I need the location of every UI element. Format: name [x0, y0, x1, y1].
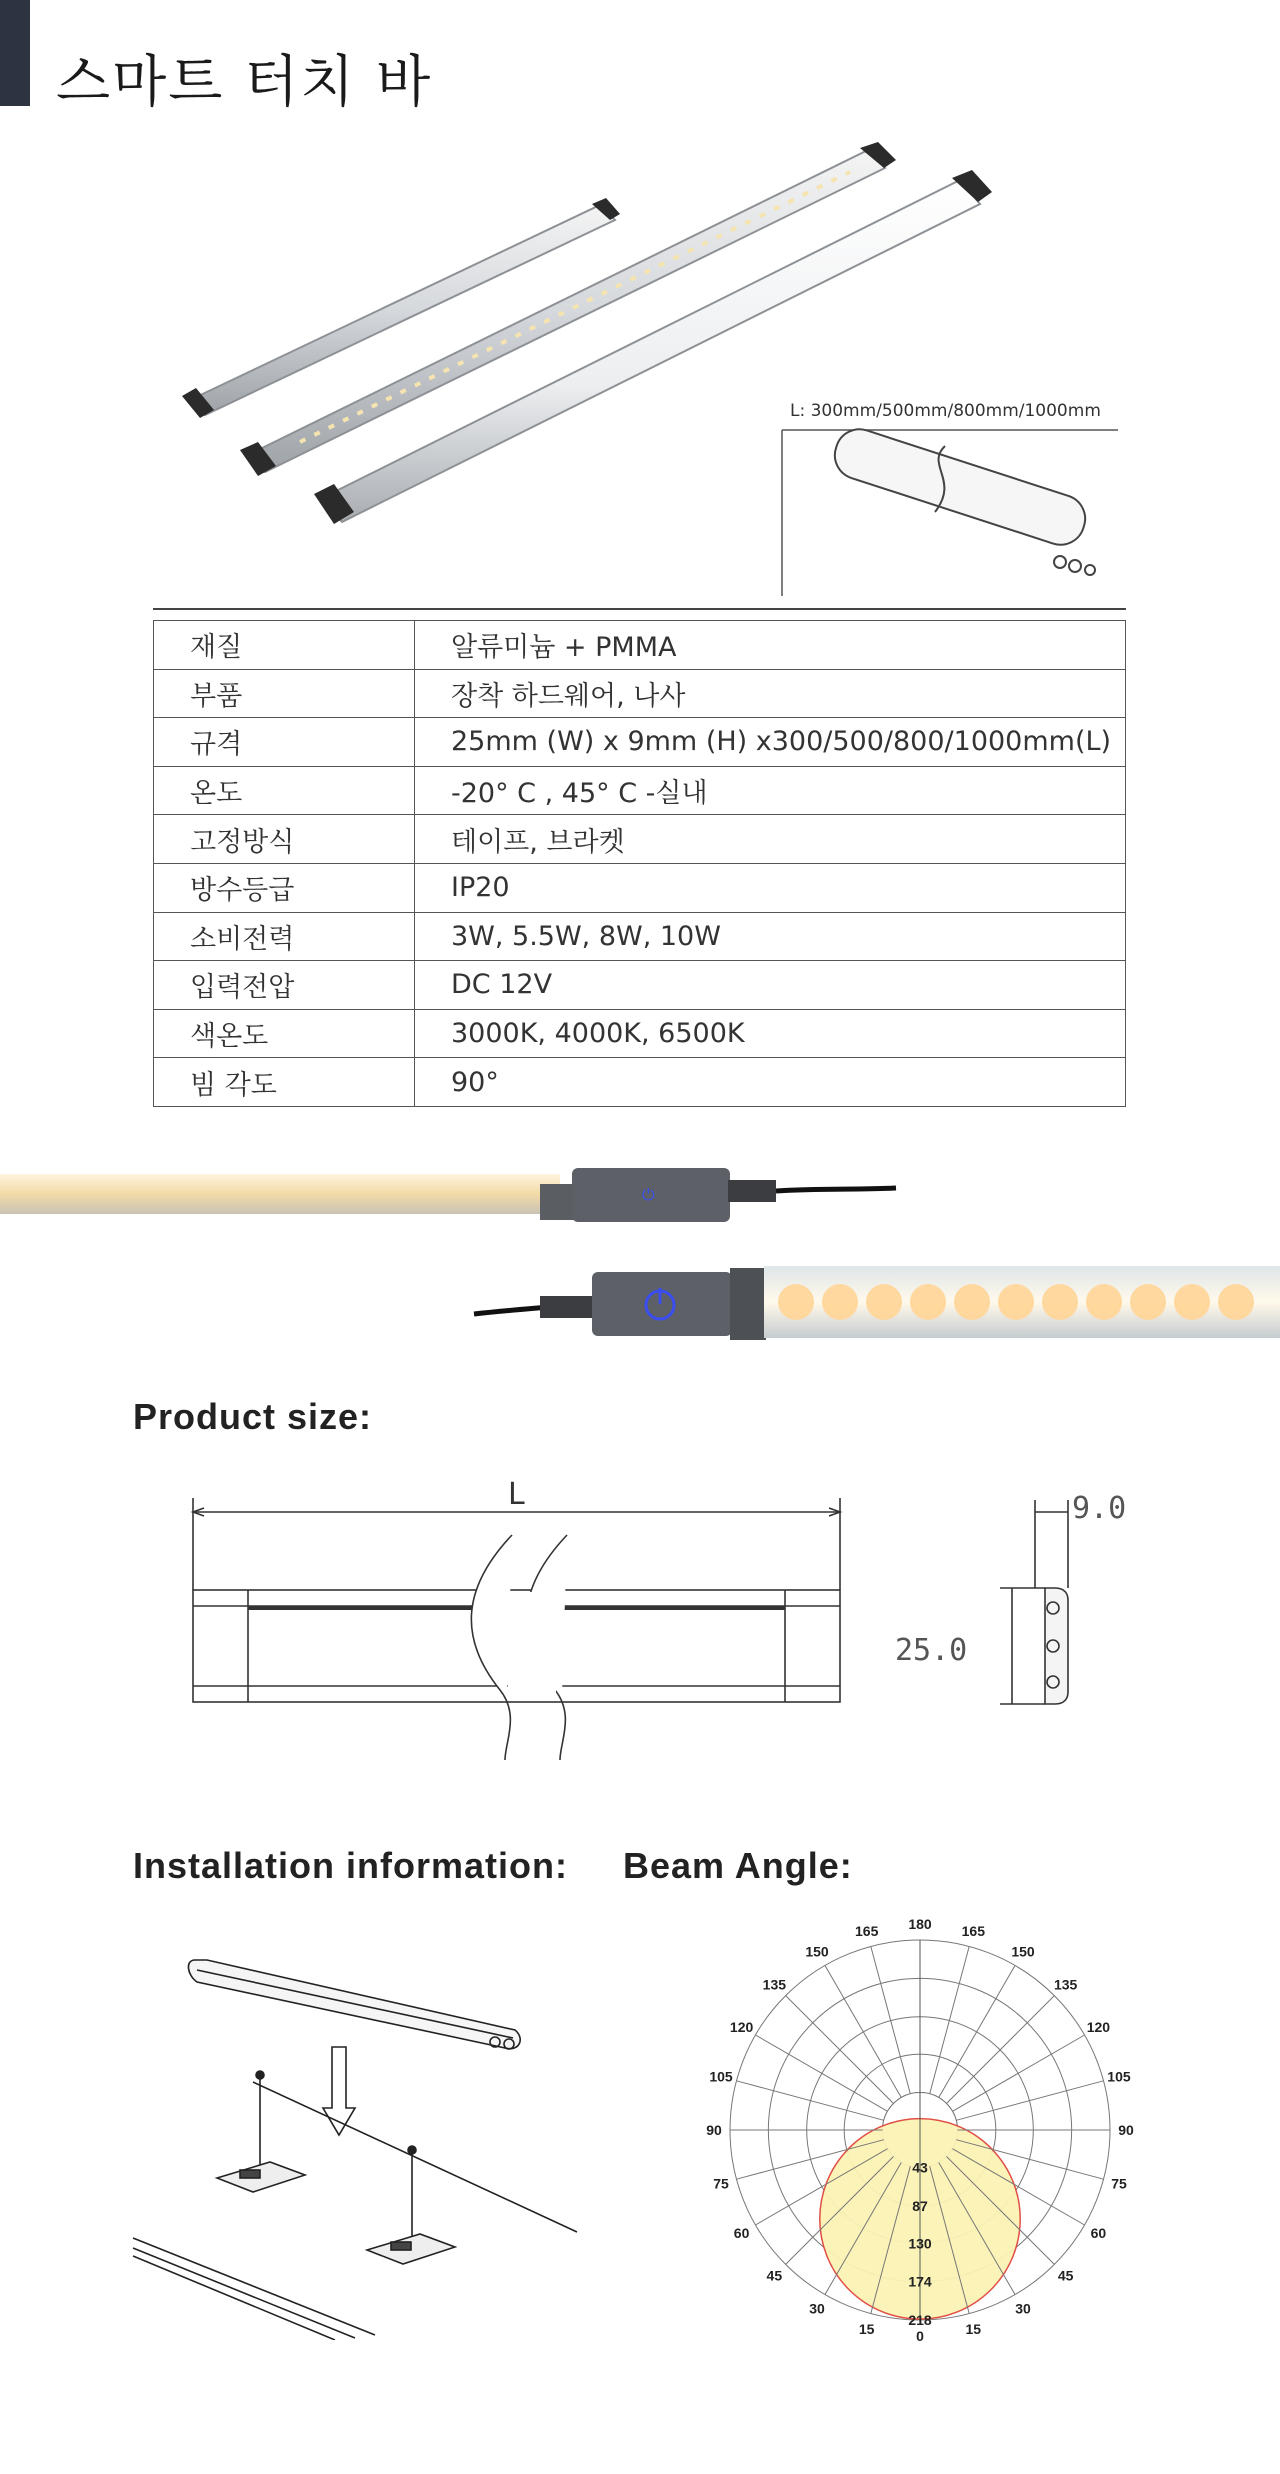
power-icon: ⏻ [642, 1185, 655, 1204]
angle-label: 105 [1107, 2068, 1131, 2085]
angle-label: 135 [1053, 1976, 1078, 1993]
beam-angle-chart [690, 1900, 1150, 2360]
angle-spoke [736, 2081, 883, 2120]
led-strip-upper [0, 1168, 896, 1222]
spec-value: DC 12V [415, 961, 1126, 1010]
angle-spoke [871, 1946, 910, 2093]
radial-label: 130 [908, 2235, 932, 2252]
dimension-inset [782, 401, 1118, 596]
spec-key: 색온도 [154, 1009, 415, 1058]
angle-label: 120 [1086, 2019, 1111, 2035]
angle-label: 60 [1090, 2225, 1107, 2241]
light-bar-medium [240, 142, 896, 476]
touch-sensor-photo [0, 1150, 1280, 1360]
product-hero-image [0, 120, 1280, 600]
angle-spoke [956, 2081, 1103, 2120]
spec-value: 3000K, 4000K, 6500K [415, 1009, 1126, 1058]
installation-heading: Installation information: [133, 1845, 568, 1886]
spec-key: 온도 [154, 766, 415, 815]
radial-label: 174 [908, 2273, 932, 2290]
angle-label: 0 [916, 2328, 924, 2344]
product-size-heading: Product size: [133, 1396, 373, 1437]
angle-label: 60 [733, 2225, 750, 2241]
angle-label: 75 [713, 2175, 729, 2192]
spec-key: 고정방식 [154, 815, 415, 864]
spec-key: 규격 [154, 718, 415, 767]
radial-label: 218 [908, 2312, 932, 2328]
spec-key: 부품 [154, 669, 415, 718]
page-title: 스마트 터치 바 [56, 50, 433, 115]
spec-key: 소비전력 [154, 912, 415, 961]
spec-value: 장착 하드웨어, 나사 [415, 669, 1126, 718]
table-row [154, 961, 1126, 1010]
table-row [154, 912, 1126, 961]
angle-label: 120 [729, 2019, 754, 2035]
angle-spoke [930, 1946, 969, 2093]
table-row [154, 621, 1126, 670]
table-row [154, 1058, 1126, 1107]
spec-key: 방수등급 [154, 863, 415, 912]
spec-key: 입력전압 [154, 961, 415, 1010]
spec-value: -20° C , 45° C -실내 [415, 766, 1126, 815]
angle-label: 75 [1111, 2175, 1127, 2192]
spec-value: 알류미늄 + PMMA [415, 621, 1126, 670]
spec-value: 3W, 5.5W, 8W, 10W [415, 912, 1126, 961]
spec-value: 25mm (W) x 9mm (H) x300/500/800/1000mm(L) [415, 718, 1126, 767]
title-accent-bar [0, 0, 30, 106]
angle-label: 180 [908, 1916, 932, 1932]
angle-label: 45 [1057, 2267, 1074, 2284]
width-dimension: 25.0 [895, 1633, 968, 1668]
angle-spoke [939, 1965, 1015, 2097]
angle-label: 150 [1011, 1943, 1035, 1960]
height-dimension: 9.0 [1072, 1491, 1127, 1526]
installation-drawing [125, 1930, 585, 2340]
angle-label: 105 [709, 2068, 733, 2085]
spec-key: 빔 각도 [154, 1058, 415, 1107]
angle-label: 90 [706, 2122, 722, 2138]
angle-label: 135 [762, 1976, 787, 1993]
beam-angle-heading: Beam Angle: [623, 1845, 853, 1886]
radial-label: 43 [912, 2159, 928, 2176]
table-row [154, 863, 1126, 912]
angle-spoke [825, 1965, 901, 2097]
angle-spoke [952, 2035, 1084, 2111]
angle-label: 15 [965, 2320, 982, 2337]
angle-spoke [947, 1996, 1055, 2104]
spec-table [153, 620, 1126, 1107]
angle-label: 30 [1015, 2300, 1031, 2317]
spec-value: IP20 [415, 863, 1126, 912]
angle-label: 165 [855, 1923, 879, 1940]
angle-label: 15 [858, 2320, 875, 2337]
led-strip-lower [474, 1266, 1280, 1340]
table-row [154, 766, 1126, 815]
length-dimension: L [508, 1477, 525, 1512]
angle-spoke [786, 1996, 894, 2104]
spec-table-rule [153, 608, 1126, 610]
table-row [154, 669, 1126, 718]
length-label: L: 300mm/500mm/800mm/1000mm [790, 401, 1101, 421]
spec-value: 테이프, 브라켓 [415, 815, 1126, 864]
angle-spoke [755, 2035, 887, 2111]
table-row [154, 815, 1126, 864]
spec-value: 90° [415, 1058, 1126, 1107]
angle-label: 90 [1118, 2122, 1134, 2138]
angle-label: 45 [766, 2267, 783, 2284]
table-row [154, 1009, 1126, 1058]
angle-label: 150 [805, 1943, 829, 1960]
radial-label: 87 [912, 2197, 928, 2214]
table-row [154, 718, 1126, 767]
angle-label: 30 [809, 2300, 825, 2317]
spec-key: 재질 [154, 621, 415, 670]
product-size-drawing [160, 1460, 1140, 1780]
angle-label: 165 [961, 1923, 985, 1940]
